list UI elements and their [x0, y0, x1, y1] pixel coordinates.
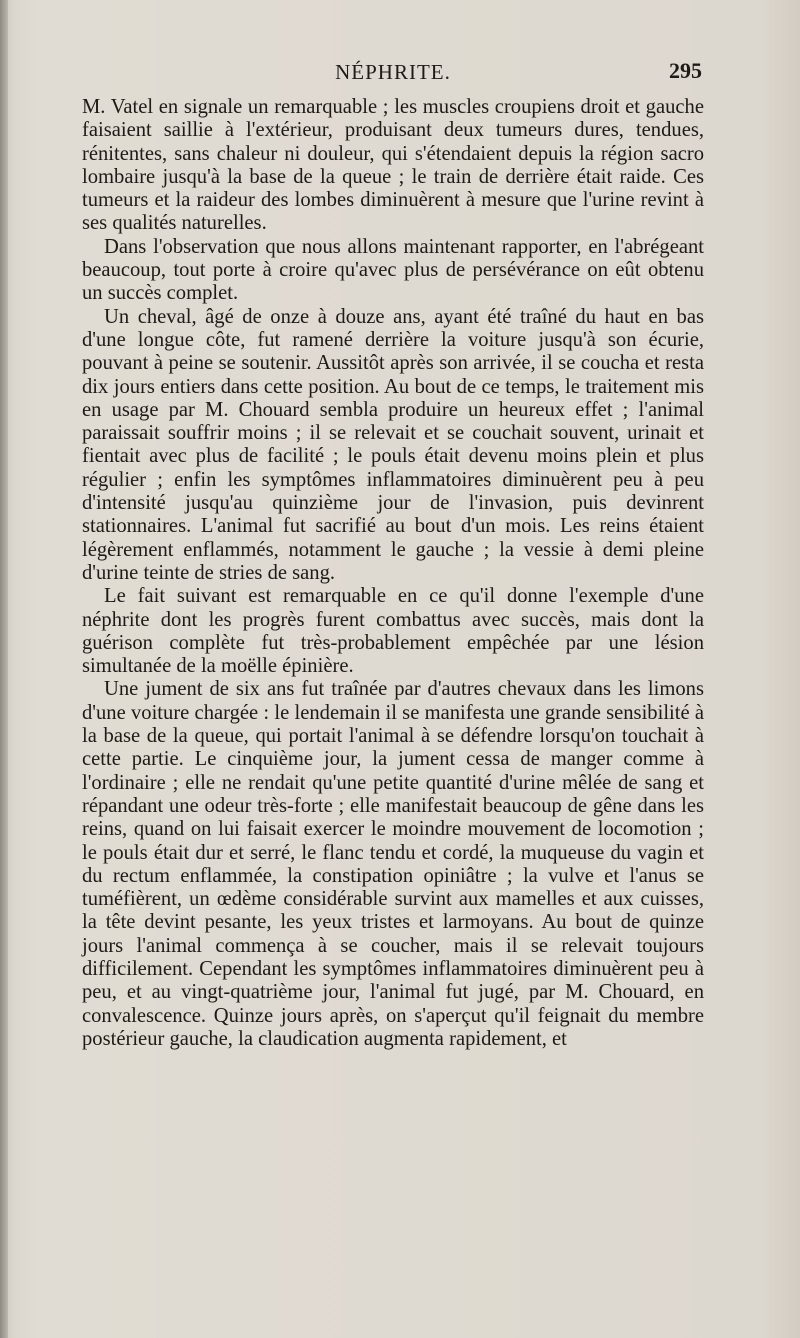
paragraph: Une jument de six ans fut traînée par d'autres chevaux dans les limons d'une voiture chargée : le lendemain il se manifesta une grande sensibilité à la base de la queue, qui portait l'animal à se défendre lorsqu'on touchait à cette partie. Le cinquième jour, la jument cessa de manger comme à l'ordinaire ; elle ne rendait qu'une petite quantité d'urine mêlée de sang et répandant une odeur très-forte ; elle manifestait beaucoup de gêne dans les reins, quand on lui faisait exercer le moindre mouvement de locomotion ; le pouls était dur et serré, le flanc tendu et cordé, la muqueuse du vagin et du rectum enflammée, la constipation opiniâtre ; la vulve et l'anus se tuméfièrent, un œdème considérable survint aux mamelles et aux cuisses, la tête devint pesante, les yeux tristes et larmoyans. Au bout de quinze jours l'animal commença à se coucher, mais il se relevait toujours difficilement. Cependant les symptômes inflammatoires diminuèrent peu à peu, et au vingt-quatrième jour, l'animal fut jugé, par M. Chouard, en convalescence. Quinze jours après, on s'aperçut qu'il feignait du membre postérieur gauche, la claudication augmenta rapidement, et: [82, 678, 704, 1050]
paragraph: Un cheval, âgé de onze à douze ans, ayant été traîné du haut en bas d'une longue côte, fut ramené derrière la voiture jusqu'à son écurie, pouvant à peine se soutenir. Aussitôt après son arrivée, il se coucha et resta dix jours entiers dans cette position. Au bout de ce temps, le traitement mis en usage par M. Chouard sembla produire un heureux effet ; l'animal paraissait souffrir moins ; il se relevait et se couchait souvent, urinait et fientait avec plus de facilité ; le pouls était devenu moins plein et plus régulier ; enfin les symptômes inflammatoires diminuèrent peu à peu d'intensité jusqu'au quinzième jour de l'invasion, puis devinrent stationnaires. L'animal fut sacrifié au bout d'un mois. Les reins étaient légèrement enflammés, notamment le gauche ; la vessie à demi pleine d'urine teinte de stries de sang.: [82, 305, 704, 584]
running-title: NÉPHRITE.: [335, 60, 451, 84]
paragraph: Dans l'observation que nous allons maintenant rapporter, en l'abrégeant beaucoup, tout porte à croire qu'avec plus de persévérance on eût obtenu un succès complet.: [82, 235, 704, 305]
page-number: 295: [669, 58, 702, 83]
body-text: [82, 96, 704, 1051]
paragraph: Le fait suivant est remarquable en ce qu'il donne l'exemple d'une néphrite dont les progrès furent combattus avec succès, mais dont la guérison complète fut très-probablement empêchée par une lésion simultanée de la moëlle épinière.: [82, 585, 704, 678]
book-spine-shadow: [0, 0, 8, 1338]
paragraph-continued: M. Vatel en signale un remarquable ; les muscles croupiens droit et gauche faisaient saillie à l'extérieur, produisant deux tumeurs dures, tendues, rénitentes, sans chaleur ni douleur, qui s'étendaient depuis la région sacro lombaire jusqu'à la base de la queue ; le train de derrière était raide. Ces tumeurs et la raideur des lombes diminuèrent à mesure que l'urine revint à ses qualités naturelles.: [82, 96, 704, 235]
page-header: [82, 60, 704, 90]
